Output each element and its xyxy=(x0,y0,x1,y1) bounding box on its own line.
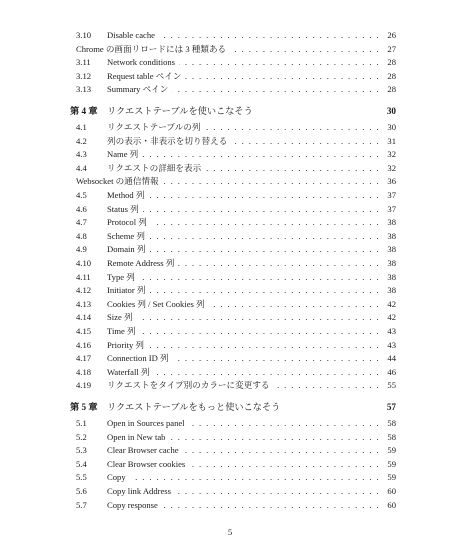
toc-entry-row[interactable] xyxy=(70,135,396,149)
toc-entry-row[interactable] xyxy=(70,257,396,271)
toc-entry-title: Cookies 列 / Set Cookies 列 xyxy=(107,298,205,309)
toc-entry-title: Protocol 列 xyxy=(107,217,147,228)
toc-entry-row[interactable] xyxy=(70,352,396,366)
toc-entry-number: 4.16 xyxy=(76,339,92,350)
toc-entry-page: 43 xyxy=(387,339,396,350)
toc-entry-title: Type 列 xyxy=(107,271,135,282)
toc-entry-number: 4.3 xyxy=(76,149,87,160)
toc-entry-page: 58 xyxy=(387,431,396,442)
toc-entry-number: 4.1 xyxy=(76,122,87,133)
toc-entry-number: 4.11 xyxy=(76,271,91,282)
toc-entry-row[interactable] xyxy=(70,284,396,298)
toc-entry-row[interactable] xyxy=(70,417,396,431)
toc-entry-number: 3.11 xyxy=(76,57,91,68)
toc-entry-row[interactable] xyxy=(70,444,396,458)
toc-entry-row[interactable] xyxy=(70,203,396,217)
toc-entry-number: 3.13 xyxy=(76,84,92,95)
toc-entry-number: 4.14 xyxy=(76,312,92,323)
toc-entry-row[interactable] xyxy=(70,216,396,230)
toc-leader-dots xyxy=(204,121,380,135)
toc-entry-title: Clear Browser cookies xyxy=(107,458,186,469)
toc-leader-dots xyxy=(140,325,380,339)
toc-entry-row[interactable] xyxy=(70,271,396,285)
toc-leader-dots xyxy=(142,148,380,162)
toc-leader-dots xyxy=(179,56,380,70)
toc-entry-page: 26 xyxy=(387,30,396,40)
toc-leader-dots xyxy=(169,431,380,445)
toc-entry-page: 42 xyxy=(387,298,396,309)
toc-entry-number: 第 5 章 xyxy=(70,402,98,413)
toc-entry-title: リクエストの詳細を表示 xyxy=(107,162,202,173)
toc-leader-dots xyxy=(149,243,380,257)
toc-entry-page: 32 xyxy=(387,162,396,173)
toc-entry-title: Time 列 xyxy=(107,325,136,336)
toc-chapter-row[interactable] xyxy=(70,105,396,119)
toc-entry-page: 46 xyxy=(387,366,396,377)
toc-entry-row[interactable] xyxy=(70,499,396,513)
toc-entry-title: Summary ペイン xyxy=(107,84,169,95)
toc-entry-row[interactable] xyxy=(70,148,396,162)
toc-entry-row[interactable] xyxy=(70,83,396,97)
toc-entry-number: 4.17 xyxy=(76,353,92,364)
toc-entry-number: 5.5 xyxy=(76,472,87,483)
toc-entry-number: 4.12 xyxy=(76,285,92,296)
toc-entry-title: Network conditions xyxy=(107,57,176,68)
toc-leader-dots xyxy=(209,298,380,312)
toc-leader-dots xyxy=(163,175,380,189)
toc-entry-page: 38 xyxy=(387,271,396,282)
toc-entry-number: 4.9 xyxy=(76,244,87,255)
toc-entry-number: 3.10 xyxy=(76,30,92,40)
toc-entry-page: 60 xyxy=(387,499,396,510)
toc-entry-title: Disable cache xyxy=(107,30,155,40)
toc-entry-title: Connection ID 列 xyxy=(107,353,169,364)
toc-entry-page: 60 xyxy=(387,486,396,496)
toc-leader-dots xyxy=(178,257,380,271)
toc-entry-row[interactable] xyxy=(70,175,396,189)
toc-entry-row[interactable] xyxy=(70,162,396,176)
toc-entry-title: Remote Address 列 xyxy=(107,258,175,268)
toc-entry-page: 38 xyxy=(387,217,396,228)
toc-entry-title: Request table ペイン xyxy=(107,70,182,81)
toc-entry-number: 5.6 xyxy=(76,486,87,496)
toc-entry-page: 58 xyxy=(387,418,396,429)
toc-entry-number: 5.1 xyxy=(76,418,87,429)
toc-entry-page: 59 xyxy=(387,458,396,469)
toc-leader-dots xyxy=(175,485,380,499)
toc-entry-row[interactable] xyxy=(70,458,396,472)
toc-entry-row[interactable] xyxy=(70,29,396,43)
toc-leader-dots xyxy=(130,471,380,485)
toc-entry-page: 57 xyxy=(386,402,396,413)
toc-entry-page: 28 xyxy=(387,70,396,81)
toc-entry-number: 4.18 xyxy=(76,366,92,377)
toc-entry-title: Open in Sources panel xyxy=(107,418,185,429)
toc-entry-number: 4.8 xyxy=(76,230,87,241)
toc-leader-dots xyxy=(149,284,380,298)
toc-entry-number: 5.7 xyxy=(76,499,87,510)
toc-entry-row[interactable] xyxy=(70,471,396,485)
toc-entry-page: 37 xyxy=(387,203,396,214)
toc-entry-page: 38 xyxy=(387,285,396,296)
toc-entry-page: 43 xyxy=(387,325,396,336)
toc-entry-page: 36 xyxy=(387,176,396,187)
toc-entry-title: Initiator 列 xyxy=(107,285,146,296)
toc-entry-title: Name 列 xyxy=(107,149,139,160)
toc-leader-dots xyxy=(183,444,380,458)
toc-entry-title: Chrome の画面リロードには 3 種類ある xyxy=(76,43,227,54)
toc-entry-number: 4.7 xyxy=(76,217,87,228)
toc-leader-dots xyxy=(185,70,380,84)
toc-leader-dots xyxy=(162,499,380,513)
toc-entry-title: Priority 列 xyxy=(107,339,145,350)
toc-entry-page: 37 xyxy=(387,190,396,201)
toc-entry-number: 4.15 xyxy=(76,325,92,336)
toc-entry-row[interactable] xyxy=(70,379,396,393)
toc-leader-dots xyxy=(139,271,380,285)
toc-entry-title: リクエストをタイプ別のカラーに変更する xyxy=(107,380,270,391)
toc-entry-page: 42 xyxy=(387,312,396,323)
toc-entry-number: 4.10 xyxy=(76,258,92,268)
toc-entry-title: Size 列 xyxy=(107,312,133,323)
toc-entry-title: リクエストテーブルを使いこなそう xyxy=(107,106,253,117)
toc-entry-title: リクエストテーブルの列 xyxy=(107,122,201,133)
toc-leader-dots xyxy=(137,311,380,325)
toc-entry-page: 27 xyxy=(387,43,396,54)
toc-entry-page: 31 xyxy=(387,135,396,146)
toc-entry-row[interactable] xyxy=(70,339,396,353)
toc-leader-dots xyxy=(189,417,380,431)
toc-entry-row[interactable] xyxy=(70,56,396,70)
toc-entry-number: 3.12 xyxy=(76,70,92,81)
toc-leader-dots xyxy=(172,83,380,97)
toc-entry-row[interactable] xyxy=(70,243,396,257)
toc-entry-number: 4.4 xyxy=(76,162,87,173)
toc-entry-page: 38 xyxy=(387,230,396,241)
toc-leader-dots xyxy=(231,135,380,149)
toc-leader-dots xyxy=(230,43,380,57)
toc-leader-dots xyxy=(151,216,380,230)
toc-entry-page: 44 xyxy=(387,353,396,364)
toc-entry-row[interactable] xyxy=(70,70,396,84)
toc-entry-title: Status 列 xyxy=(107,203,139,214)
toc-entry-title: 列の表示・非表示を切り替える xyxy=(107,135,228,146)
toc-entry-title: Domain 列 xyxy=(107,244,146,255)
toc-entry-title: Copy response xyxy=(107,499,158,510)
toc-entry-title: リクエストテーブルをもっと使いこなそう xyxy=(107,402,281,413)
toc-leader-dots xyxy=(148,189,380,203)
toc-entry-title: Open in New tab xyxy=(107,431,166,442)
toc-entry-page: 32 xyxy=(387,149,396,160)
toc-entry-row[interactable] xyxy=(70,298,396,312)
toc-entry-row[interactable] xyxy=(70,431,396,445)
toc-entry-row[interactable] xyxy=(70,121,396,135)
toc-entry-number: 4.13 xyxy=(76,298,92,309)
toc-entry-page: 59 xyxy=(387,472,396,483)
toc-entry-title: Waterfall 列 xyxy=(107,366,150,377)
toc-leader-dots xyxy=(274,379,380,393)
toc-entry-number: 4.5 xyxy=(76,190,87,201)
toc-leader-dots xyxy=(173,352,380,366)
toc-entry-page: 38 xyxy=(387,244,396,255)
toc-leader-dots xyxy=(159,29,380,43)
toc-leader-dots xyxy=(154,366,381,380)
toc-entry-row[interactable] xyxy=(70,325,396,339)
toc-leader-dots xyxy=(149,230,380,244)
toc-entry-page: 30 xyxy=(386,106,396,117)
toc-entry-row[interactable] xyxy=(70,485,396,499)
toc-entry-page: 28 xyxy=(387,84,396,95)
page-number: 5 xyxy=(227,527,233,537)
toc-leader-dots xyxy=(205,162,380,176)
toc-entry-row[interactable] xyxy=(70,311,396,325)
toc-entry-title: Clear Browser cache xyxy=(107,445,179,456)
toc-entry-title: Copy xyxy=(107,472,126,483)
toc-entry-number: 4.19 xyxy=(76,380,92,391)
toc-entry-page: 30 xyxy=(387,122,396,133)
toc-entry-page: 55 xyxy=(387,380,396,391)
toc-entry-number: 4.6 xyxy=(76,203,87,214)
toc-entry-title: Scheme 列 xyxy=(107,230,145,241)
toc-leader-dots xyxy=(143,203,380,217)
toc-entry-page: 59 xyxy=(387,445,396,456)
toc-entry-title: Websocket の通信情報 xyxy=(76,176,159,187)
toc-chapter-row[interactable] xyxy=(70,401,396,415)
toc-entry-row[interactable] xyxy=(70,43,396,57)
toc-entry-row[interactable] xyxy=(70,189,396,203)
toc-entry-number: 5.2 xyxy=(76,431,87,442)
toc-leader-dots xyxy=(148,339,380,353)
toc-entry-title: Method 列 xyxy=(107,190,145,201)
table-of-contents xyxy=(70,29,396,512)
toc-leader-dots xyxy=(189,458,380,472)
toc-entry-number: 第 4 章 xyxy=(70,106,98,117)
toc-entry-title: Copy link Address xyxy=(107,486,171,496)
toc-entry-page: 28 xyxy=(387,57,396,68)
toc-entry-number: 5.3 xyxy=(76,445,87,456)
toc-entry-page: 38 xyxy=(387,258,396,268)
toc-entry-number: 4.2 xyxy=(76,135,87,146)
toc-entry-number: 5.4 xyxy=(76,458,87,469)
toc-entry-row[interactable] xyxy=(70,366,396,380)
toc-entry-row[interactable] xyxy=(70,230,396,244)
